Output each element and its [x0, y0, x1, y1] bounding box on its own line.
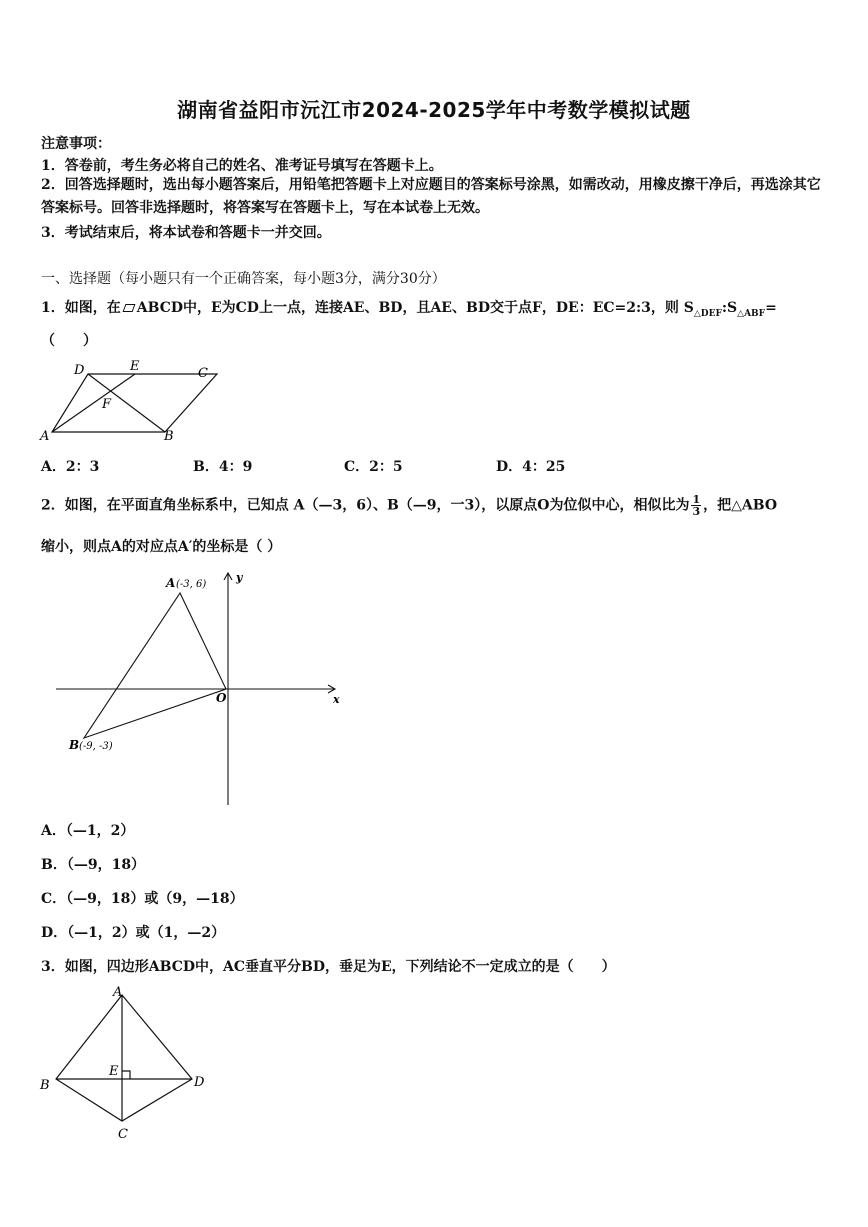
q1-option-a: A．2：3 [41, 459, 100, 475]
coord-b: (-9, -3) [79, 741, 113, 752]
label-x: x [333, 693, 340, 706]
q1-option-c: C．2：5 [344, 459, 403, 475]
q2-option-d: D．（—1，2）或（1，—2） [41, 925, 226, 941]
label-b: B [69, 738, 80, 752]
label-b: B [164, 429, 174, 444]
notice-item-1: 1．答卷前，考生务必将自己的姓名、准考证号填写在答题卡上。 [41, 158, 443, 174]
q1-colon: :S [721, 300, 738, 316]
q2-frac-num: 1 [692, 493, 701, 506]
q1-option-d: D．4：25 [496, 459, 566, 475]
parallelogram-abcd [52, 374, 217, 432]
label-b: B [40, 1078, 50, 1093]
q2-line2: 缩小，则点A的对应点A′的坐标是（ ） [41, 539, 282, 555]
q2-frac-den: 3 [692, 505, 701, 518]
label-a: A [113, 985, 123, 1000]
q1-eq: = [765, 300, 777, 316]
q2-option-c: C．（—9，18）或（9，—18） [41, 891, 244, 907]
label-d: D [194, 1075, 205, 1090]
question-1-text [41, 297, 777, 319]
parallelogram-icon [122, 304, 135, 312]
label-o: O [216, 691, 227, 705]
q1-paren: （ ） [41, 333, 97, 349]
segment-ae [52, 374, 135, 432]
q2-post: ，把△ABO [703, 497, 778, 514]
label-d: D [74, 363, 85, 378]
notice-heading: 注意事项： [41, 136, 111, 152]
label-e: E [109, 1064, 119, 1079]
label-a: A [166, 576, 176, 590]
label-c: C [198, 366, 208, 381]
q2-ratio-fraction [691, 494, 701, 517]
q1-sub1: △DEF [693, 308, 722, 319]
q1-figure-parallelogram [36, 358, 226, 448]
q2-pre: 2．如图，在平面直角坐标系中，已知点 A（—3，6）、B（—9，一3），以原点O为位似中心，相似比为 [41, 497, 690, 514]
segment-bd [88, 374, 165, 432]
q1-pre: 1．如图，在 [41, 300, 121, 316]
notice-item-3: 3．考试结束后，将本试卷和答题卡一并交回。 [41, 225, 331, 241]
section-heading: 一、选择题（每小题只有一个正确答案，每小题3分，满分30分） [41, 271, 446, 287]
q1-mid: ABCD中，E为CD上一点，连接AE、BD，且AE、BD交于点F，DE：EC=2:3，则 S [136, 300, 694, 316]
q1-sub2: △ABF [737, 308, 766, 319]
page-title: 湖南省益阳市沅江市2024-2025学年中考数学模拟试题 [177, 98, 691, 122]
question-3-text: 3．如图，四边形ABCD中，AC垂直平分BD，垂足为E，下列结论不一定成立的是（ ） [41, 959, 616, 975]
question-2-text [41, 494, 777, 517]
label-c: C [118, 1127, 128, 1142]
label-y: y [236, 571, 243, 584]
coord-a: (-3, 6) [176, 579, 207, 590]
right-angle-mark [122, 1071, 130, 1079]
q2-figure-coordinate-plane [50, 565, 350, 810]
q2-option-b: B．（—9，18） [41, 857, 146, 873]
triangle-abo [84, 593, 226, 738]
label-f: F [102, 397, 112, 412]
label-a: A [40, 429, 50, 444]
label-e: E [130, 359, 140, 374]
quadrilateral-abcd [56, 995, 192, 1121]
notice-item-2: 2．回答选择题时，选出每小题答案后，用铅笔把答题卡上对应题目的答案标号涂黑，如需改动，用橡皮擦干净后，再选涂其它答案标号。回答非选择题时，将答案写在答题卡上，写在本试卷上无效。 [41, 177, 821, 216]
q1-option-b: B．4：9 [193, 459, 253, 475]
q2-option-a: A．（—1，2） [41, 823, 135, 839]
q3-figure-quadrilateral [36, 983, 216, 1143]
